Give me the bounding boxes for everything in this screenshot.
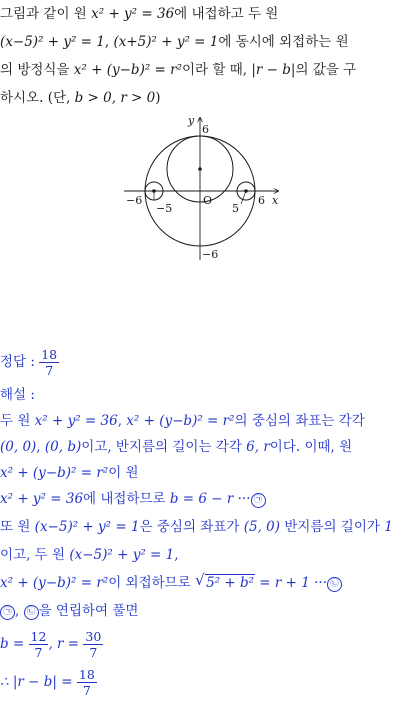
solution-text: 이고, 두 원 [0,547,70,563]
tick-pos5-line [241,191,246,204]
problem-text: 에 내접하고 두 원 [174,6,279,22]
equation-big-circle: x² + y² = 36 [91,6,175,22]
tick-x-right: 6 [258,194,265,207]
problem-line-3 [0,60,356,80]
solution-math: , r = [48,636,84,652]
solution-text: 또 원 [0,519,35,535]
origin-label: O [203,194,213,207]
solution-math: (x−5)² + y² = 1 [69,547,175,563]
solution-text: 이 외접하므로 [108,575,196,591]
solution-math: b = 6 − r ··· [169,491,251,507]
solution-text: 을 연립하여 풀면 [38,603,139,619]
equation-target-circle: x² + (y−b)² = r² [73,62,183,78]
solution-line-5 [0,517,393,537]
solution-math: (x−5)² + y² = 1 [34,519,140,535]
separator: , [117,413,127,429]
problem-line-4 [0,88,161,108]
problem-text: 의 값을 구 [295,62,357,78]
axis-label-y: y [188,114,195,127]
solution-math: = r + 1 ··· [255,575,328,591]
solution-math: 6, r [246,439,270,455]
tick-x-left: −6 [126,194,143,207]
solution-text: 반지름의 길이가 [280,519,385,535]
solution-line-2 [0,437,352,457]
answer-label: 정답 : [0,354,40,370]
final-numerator: 18 [78,667,95,682]
solution-header-text: 해설 : [0,387,35,403]
solution-line-8 [0,601,138,621]
solution-line-10 [0,662,97,702]
solution-math: (0, 0) [0,439,37,455]
condition: b > 0, r > 0 [74,90,156,106]
answer-numerator: 18 [41,347,58,362]
problem-line-1 [0,4,278,24]
problem-text: 이라 할 때, [182,62,252,78]
b-numerator: 12 [30,629,47,644]
solution-line-3 [0,463,139,483]
solution-text: 이 원 [108,465,139,481]
problem-text: 에 동시에 외접하는 원 [218,34,349,50]
solution-header [0,385,35,405]
solution-math: x² + (y−b)² = r² [126,413,235,429]
solution-line-1 [0,411,365,431]
solution-math: x² + y² = 36 [34,413,118,429]
b-fraction [29,629,49,660]
axis-label-x: x [272,194,279,207]
circles-figure [120,114,280,264]
solution-line-9 [0,624,103,664]
solution-text: 이고, 반지름의 길이는 각각 [81,439,247,455]
solution-math: x² + (y−b)² = r² [0,465,109,481]
problem-line-2 [0,32,349,52]
sqrt-expression [195,573,255,593]
final-denominator: 7 [82,683,91,698]
circled-mark-1: ㉠ [0,605,15,620]
solution-text: 두 원 [0,413,35,429]
solution-math: ∴ |r − b| = [0,674,77,690]
problem-text: 하시오. (단, [0,90,75,106]
r-numerator: 30 [85,629,102,644]
solution-text: 에 내접하므로 [83,491,170,507]
separator: , [36,439,45,455]
circled-mark-2: ㉡ [327,577,342,592]
problem-text: ) [155,90,161,106]
sqrt-sign: √ [195,571,205,589]
solution-text: , [174,547,179,563]
center-inner-dot [198,167,202,171]
solution-line-4 [0,489,266,509]
abs-expression: |r − b| [251,62,296,78]
problem-text: 의 방정식을 [0,62,74,78]
answer-fraction [39,347,59,378]
equation-small-circle-left: (x+5)² + y² = 1 [113,34,219,50]
radicand: 5² + b² [206,575,255,591]
answer-denominator: 7 [45,363,54,378]
solution-text: 이다. 이때, 원 [269,439,353,455]
solution-line-7 [0,573,342,593]
solution-math: (5, 0) [243,519,281,535]
final-fraction [77,667,97,698]
tick-y-bottom: −6 [202,248,219,261]
problem-text: 그림과 같이 원 [0,6,92,22]
tick-y-top: 6 [202,123,209,136]
circled-mark-1: ㉠ [251,493,266,508]
tick-pos5: 5 [232,202,239,215]
solution-line-6 [0,545,179,565]
solution-text: 은 중심의 좌표가 [139,519,244,535]
answer-line [0,342,59,382]
solution-math: (0, b) [44,439,82,455]
solution-math: x² + (y−b)² = r² [0,575,109,591]
separator: , [15,603,24,619]
solution-text: 의 중심의 좌표는 각각 [234,413,365,429]
circled-mark-2: ㉡ [24,605,39,620]
equation-small-circle-right: (x−5)² + y² = 1 [0,34,105,50]
solution-math: 1 [384,519,393,535]
b-denominator: 7 [34,645,43,660]
r-fraction [83,629,103,660]
tick-neg5: −5 [156,202,173,215]
r-denominator: 7 [89,645,98,660]
solution-math: b = [0,636,29,652]
solution-math: x² + y² = 36 [0,491,84,507]
separator: , [104,34,114,50]
